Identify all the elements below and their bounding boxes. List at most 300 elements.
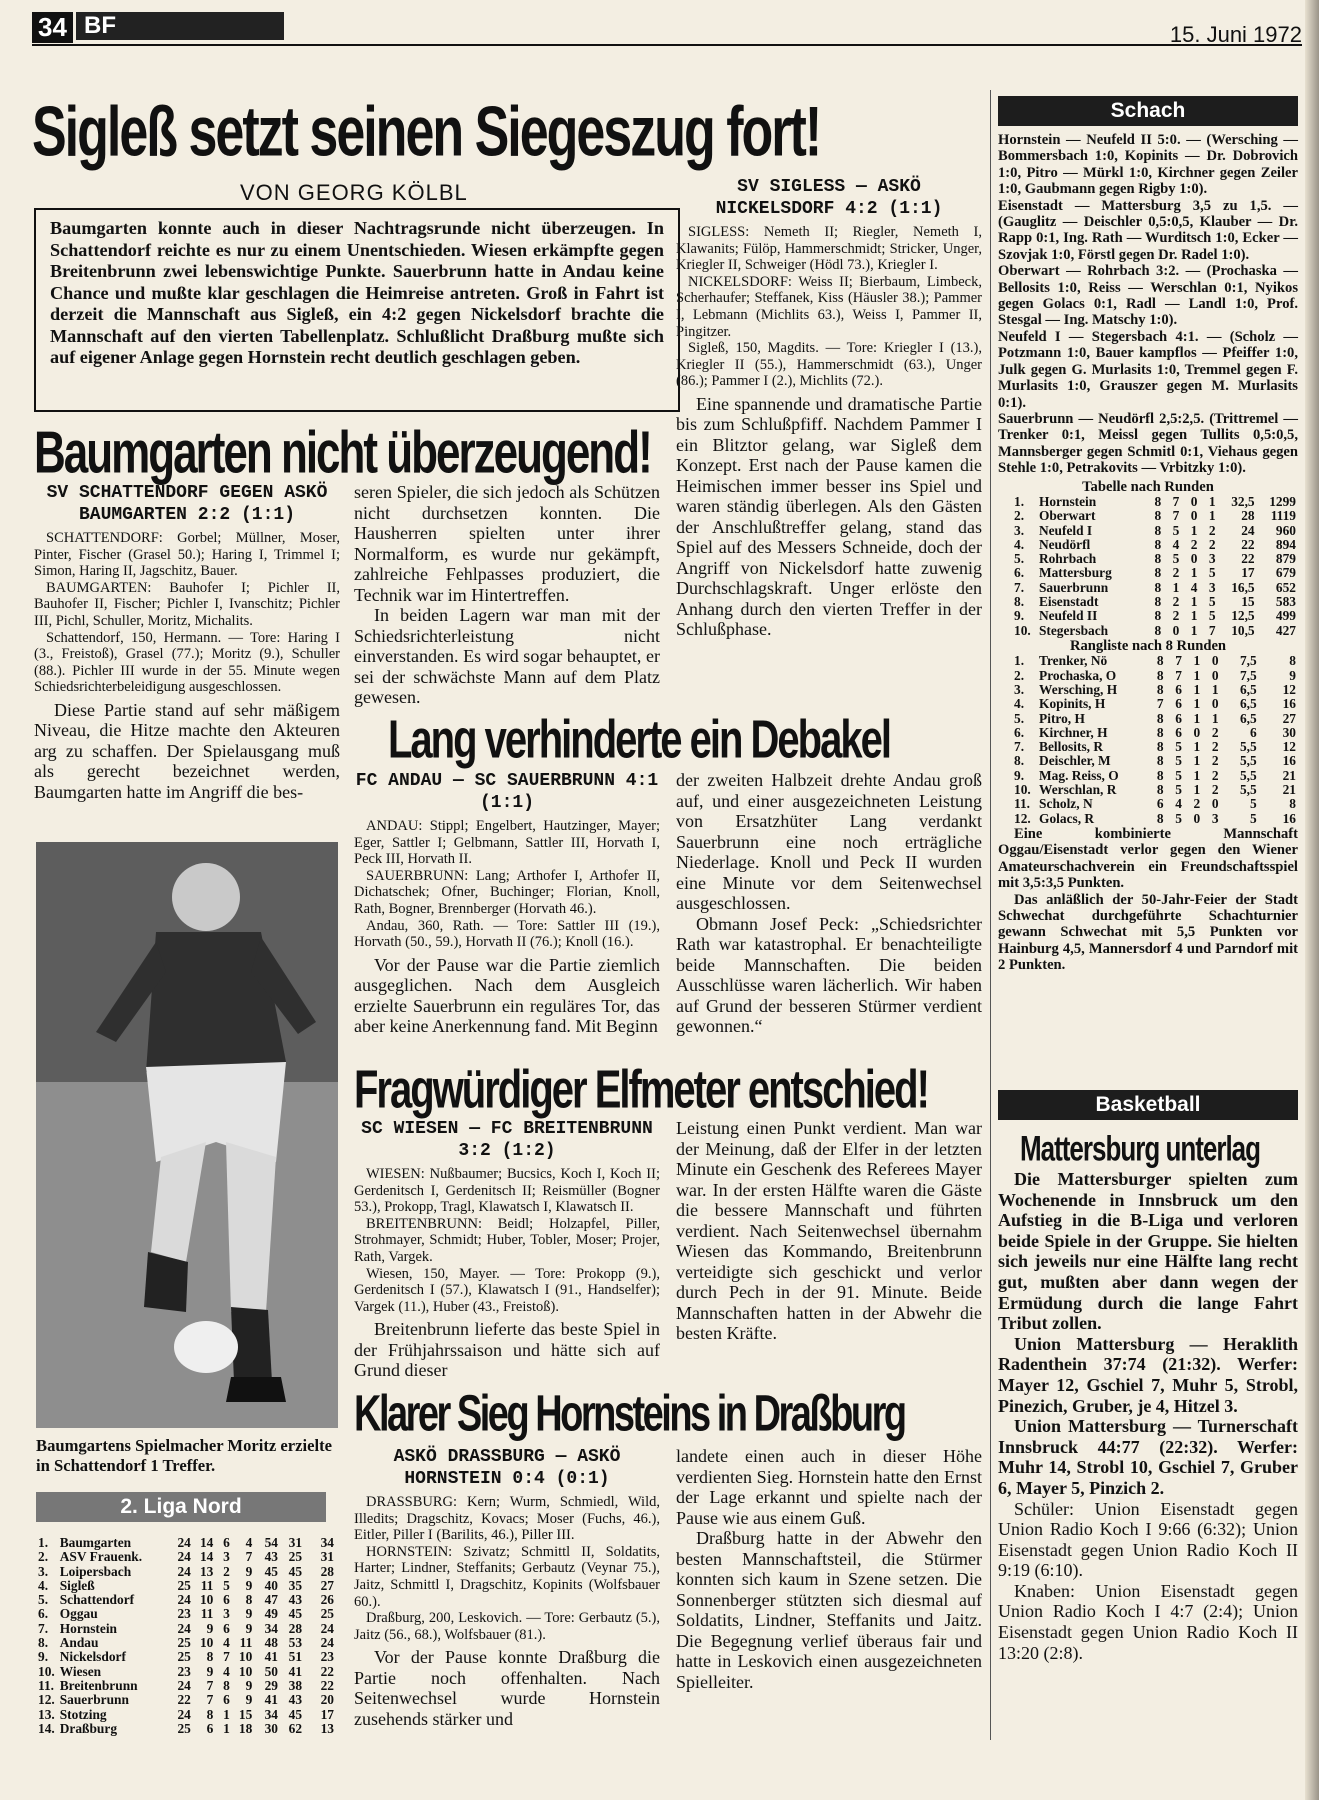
table-cell: 8 bbox=[1156, 739, 1164, 755]
schach-reports bbox=[998, 132, 1298, 477]
table-cell: 31 bbox=[320, 1549, 334, 1565]
table-cell: 7 bbox=[1175, 667, 1182, 683]
drassburg-title: ASKÖ DRASSBURG — ASKÖ HORNSTEIN 0:4 (0:1) bbox=[393, 1447, 621, 1489]
table-cell: 24 bbox=[177, 1620, 191, 1636]
table-cell: 11 bbox=[200, 1606, 214, 1622]
table-cell: 5 bbox=[1175, 739, 1182, 755]
table-cell: 6 bbox=[1175, 710, 1182, 726]
table-cell: 2 bbox=[1211, 781, 1219, 797]
table-cell: 8 bbox=[1154, 493, 1162, 509]
table-cell: 960 bbox=[1275, 522, 1296, 538]
liga-table-row bbox=[36, 1579, 336, 1593]
table-cell: 12 bbox=[1282, 681, 1296, 697]
table-cell: 9 bbox=[245, 1577, 253, 1593]
table-cell: 4 bbox=[245, 1535, 253, 1550]
table-cell: 7 bbox=[1156, 696, 1164, 712]
table-cell: 1 bbox=[1193, 767, 1201, 783]
table-cell: 45 bbox=[264, 1563, 278, 1579]
andau-continued bbox=[676, 770, 982, 1037]
table-cell: 1 bbox=[1193, 781, 1201, 797]
wiesen-text-2: Leistung einen Punkt verdient. Man war der Meinung, daß der Elfer in der letzten Minute ein Geschenk des Referees Mayer war. In der ersten Hälfte waren die Gäste die bessere Mannschaft und führten verdient. Nach Seitenwechsel übernahm Wiesen das Kommando, Breitenbrunn verteidigte sich geschickt und verlor durch Pech in der 91. Minute. Beide Mannschaften hatten in der Abwehr die besten Kräfte. bbox=[676, 1118, 982, 1343]
table-cell: 1 bbox=[1193, 696, 1201, 712]
table-cell: 9. bbox=[1014, 767, 1025, 783]
schach-report-1: Hornstein — Neufeld II 5:0. — (Wersching — Bommersbach 1:0, Kopinits — Dr. Dobrovich 1:0, Pitro — Mürkl 1:0, Kirchner gegen Zeiler 1:0, Gaubmann gegen Rigby 1:0). bbox=[998, 132, 1298, 198]
table-cell: 41 bbox=[264, 1649, 278, 1665]
table-cell: Wersching, H bbox=[1039, 681, 1118, 697]
table-cell: 23 bbox=[177, 1663, 191, 1679]
table-cell: 1 bbox=[1193, 753, 1201, 769]
table-cell: 3 bbox=[1208, 579, 1216, 595]
table-cell: Prochaska, O bbox=[1039, 667, 1117, 683]
basketball-intro: Die Mattersburger spielten zum Wochenende in Innsbruck um den Aufstieg in die B-Liga und verloren beide Spiele in der Gruppe. Sie hielten sich jeweils nur eine Hälfte lang recht gut, mußten aber dann wegen der Ermüdung durch die lange Fahrt Tribut zollen. bbox=[998, 1169, 1298, 1334]
table-cell: 1. bbox=[38, 1535, 49, 1550]
table-cell: 8 bbox=[223, 1677, 230, 1693]
table-cell: 17 bbox=[320, 1706, 334, 1722]
table-cell: 24 bbox=[177, 1592, 191, 1608]
table-cell: 7. bbox=[38, 1620, 49, 1636]
table-cell: 12 bbox=[1282, 739, 1296, 755]
table-cell: 17 bbox=[1241, 565, 1255, 581]
table-cell: 0 bbox=[1172, 622, 1180, 638]
table-cell: 2. bbox=[1014, 508, 1025, 524]
schach-tabelle-row bbox=[1012, 552, 1298, 566]
table-cell: 6 bbox=[1175, 681, 1182, 697]
table-cell: 15 bbox=[238, 1706, 253, 1722]
table-cell: Kirchner, H bbox=[1039, 724, 1108, 740]
table-cell: 11. bbox=[1014, 796, 1030, 812]
table-cell: 30 bbox=[1282, 724, 1296, 740]
table-cell: 5. bbox=[38, 1592, 49, 1608]
table-cell: 8 bbox=[206, 1649, 214, 1665]
baumgarten-headline: Baumgarten nicht überzeugend! bbox=[34, 420, 651, 487]
table-cell: 48 bbox=[264, 1635, 278, 1651]
table-cell: 38 bbox=[288, 1677, 303, 1693]
table-cell: 43 bbox=[288, 1692, 303, 1708]
schach-tabelle-row bbox=[1012, 538, 1298, 552]
table-cell: 6. bbox=[38, 1606, 49, 1622]
table-cell: 41 bbox=[264, 1692, 278, 1708]
table-cell: 6 bbox=[223, 1535, 230, 1550]
table-cell: 8 bbox=[1156, 653, 1164, 669]
table-cell: 28 bbox=[320, 1563, 334, 1579]
table-cell: 9 bbox=[206, 1663, 214, 1679]
table-cell: 6 bbox=[1156, 796, 1164, 812]
table-cell: Mattersburg bbox=[1038, 565, 1112, 581]
table-cell: 11. bbox=[38, 1677, 54, 1693]
table-cell: 7. bbox=[1014, 579, 1025, 595]
table-cell: 24 bbox=[1241, 522, 1255, 538]
table-cell: 22 bbox=[320, 1677, 334, 1693]
andau-lineup-home: ANDAU: Stippl; Engelbert, Hautzinger, Mayer; Eger, Sattler I; Gelbmann, Sattler III, Horvath I, Peck III, Horvath II. bbox=[354, 818, 660, 868]
liga-table-row bbox=[36, 1593, 336, 1607]
schach-tabelle-row bbox=[1012, 624, 1298, 638]
table-cell: 1. bbox=[1014, 653, 1025, 669]
table-cell: 12. bbox=[38, 1692, 55, 1708]
table-cell: 4. bbox=[38, 1577, 49, 1593]
table-cell: 7 bbox=[1208, 622, 1216, 638]
drassburg-lineup-home: DRASSBURG: Kern; Wurm, Schmiedl, Wild, Illedits; Dragschitz, Kovacs; Moser (Fuchs, 46.), Eitler, Piller I (Barilits, 46.), Piller III. bbox=[354, 1494, 660, 1544]
table-cell: 9. bbox=[1014, 608, 1025, 624]
table-cell: 34 bbox=[264, 1706, 278, 1722]
schach-closing-1: Eine kombinierte Mannschaft Oggau/Eisenstadt verlor gegen den Wiener Amateurschachverein ein Freundschaftsspiel mit 3,5:3,5 Punkten. bbox=[998, 825, 1298, 892]
table-cell: 0 bbox=[1211, 696, 1219, 712]
table-cell: 5. bbox=[1014, 551, 1025, 567]
table-cell: 5 bbox=[1208, 565, 1216, 581]
table-cell: 22 bbox=[320, 1663, 334, 1679]
table-cell: 31 bbox=[288, 1535, 303, 1550]
liga-table-wrap bbox=[36, 1536, 336, 1736]
liga-table-row bbox=[36, 1607, 336, 1621]
schach-tabelle-row bbox=[1012, 495, 1298, 509]
table-cell: 894 bbox=[1275, 536, 1296, 552]
wiesen-text-1: Breitenbrunn lieferte das beste Spiel in der Frühjahrssaison und hätte sich auf Grund dieser bbox=[354, 1319, 660, 1381]
sigless-lineup-away: NICKELSDORF: Weiss II; Bierbaum, Limbeck, Scherhaufer; Steffanek, Kiss (Häusler 38.); Pammer I, Lebmann (Michlits 63.), Weiss I, Pammer II, Pingitzer. bbox=[676, 273, 982, 340]
table-cell: 27 bbox=[1282, 710, 1296, 726]
table-cell: 7 bbox=[206, 1677, 214, 1693]
table-cell: Bellosits, R bbox=[1039, 739, 1104, 755]
drassburg-lineup bbox=[354, 1494, 660, 1643]
table-cell: 0 bbox=[1211, 796, 1219, 812]
table-cell: 0 bbox=[1190, 493, 1198, 509]
drassburg-lineup-away: HORNSTEIN: Szivatz; Schmittl II, Soldatits, Harter; Lindner, Steffanits; Gerbautz (Veynar 75.), Jaitz, Schmittl I, Dragschitz, Kopinits (Wolfsbauer 60.). bbox=[354, 1543, 660, 1610]
table-cell: 2 bbox=[1211, 724, 1219, 740]
table-cell: Neudörfl bbox=[1038, 536, 1091, 552]
table-cell: 9. bbox=[38, 1649, 49, 1665]
table-cell: Pitro, H bbox=[1039, 710, 1085, 726]
table-cell: 6. bbox=[1014, 565, 1025, 581]
table-cell: 25 bbox=[177, 1649, 191, 1665]
table-cell: Scholz, N bbox=[1039, 796, 1093, 812]
table-cell: Oggau bbox=[59, 1606, 98, 1622]
liga-table-row bbox=[36, 1622, 336, 1636]
table-cell: 1 bbox=[1193, 667, 1201, 683]
liga-table bbox=[36, 1536, 336, 1736]
table-cell: 6. bbox=[1014, 724, 1025, 740]
baumgarten-text-2b: In beiden Lagern war man mit der Schiedsrichterleistung nicht einverstanden. Es wird sogar behauptet, er sei der schwächste Mann auf dem Platz gewesen. bbox=[354, 605, 660, 707]
table-cell: 1 bbox=[1211, 710, 1219, 726]
table-cell: 3. bbox=[38, 1563, 49, 1579]
table-cell: 1 bbox=[1190, 565, 1198, 581]
lead-intro: Baumgarten konnte auch in dieser Nachtragsrunde nicht überzeugen. In Schattendorf reichte es nur zu einem Unentschieden. Wiesen erkämpfte gegen Breitenbrunn zwei lebenswichtige Punkte. Sauerbrunn hatte in Andau keine Chance und mußte klar geschlagen die Heimreise antreten. Groß in Fahrt ist derzeit die Mannschaft aus Sigleß, ein 4:2 gegen Nickelsdorf brachte die Mannschaft auf den vierten Tabellenplatz. Schlußlicht Draßburg mußte sich auf eigener Anlage gegen Hornstein recht deutlich geschlagen geben. bbox=[50, 218, 664, 367]
table-cell: 2 bbox=[1211, 739, 1219, 755]
schach-rangliste bbox=[1012, 654, 1298, 826]
table-cell: 8 bbox=[1289, 796, 1296, 812]
table-cell: Neufeld I bbox=[1038, 522, 1093, 538]
andau-text-2b: Obmann Josef Peck: „Schiedsrichter Rath war katastrophal. Er benachteiligte beide Mannschaften. Die beiden Ausschlüsse waren lächerlich. Wir haben auf Grund der besseren Stürmer verdient gewonnen.“ bbox=[676, 913, 982, 1036]
liga-table-row bbox=[36, 1722, 336, 1736]
page-number: 34 bbox=[32, 12, 73, 43]
table-cell: 9 bbox=[245, 1692, 253, 1708]
andau-headline: Lang verhinderte ein Debakel bbox=[388, 710, 890, 770]
sigless-article bbox=[676, 176, 982, 640]
liga-table-row bbox=[36, 1650, 336, 1664]
table-cell: 22 bbox=[177, 1692, 191, 1708]
table-cell: 10,5 bbox=[1231, 622, 1255, 638]
table-cell: 8 bbox=[1154, 508, 1162, 524]
table-cell: 1 bbox=[1190, 594, 1198, 610]
schach-tabelle-row bbox=[1012, 509, 1298, 523]
table-cell: 3 bbox=[223, 1606, 230, 1622]
liga-table-row bbox=[36, 1693, 336, 1707]
table-cell: 3 bbox=[1211, 810, 1219, 826]
table-cell: 14. bbox=[38, 1720, 55, 1736]
lead-headline: Sigleß setzt seinen Siegeszug fort! bbox=[32, 93, 821, 172]
byline: VON GEORG KÖLBL bbox=[240, 180, 468, 205]
table-cell: 7. bbox=[1014, 739, 1025, 755]
basketball-column bbox=[998, 1090, 1298, 1663]
table-cell: 2 bbox=[1193, 796, 1201, 812]
table-cell: 25 bbox=[288, 1549, 303, 1565]
table-cell: 1 bbox=[1208, 493, 1216, 509]
photo-caption: Baumgartens Spielmacher Moritz erzielte in Schattendorf 1 Treffer. bbox=[36, 1436, 332, 1475]
baumgarten-continued bbox=[354, 482, 660, 708]
basketball-result-3: Schüler: Union Eisenstadt gegen Union Radio Koch I 9:66 (6:32); Union Eisenstadt gegen Union Radio Koch II 9:19 (6:10). bbox=[998, 1498, 1298, 1581]
table-cell: 8 bbox=[245, 1592, 253, 1608]
table-cell: 4. bbox=[1014, 696, 1025, 712]
table-cell: 45 bbox=[288, 1563, 303, 1579]
table-cell: 427 bbox=[1275, 622, 1296, 638]
table-cell: 0 bbox=[1211, 653, 1219, 669]
baumgarten-article bbox=[34, 482, 340, 802]
table-cell: 2 bbox=[1211, 753, 1219, 769]
andau-lineup-away: SAUERBRUNN: Lang; Arthofer I, Arthofer II, Dichatschek; Ofner, Buchinger; Florian, Knoll, Rath, Bogner, Brennberger (Horvath 46.). bbox=[354, 867, 660, 917]
table-cell: Loipersbach bbox=[59, 1563, 132, 1579]
baumgarten-lineup-home: SCHATTENDORF: Gorbel; Müllner, Moser, Pinter, Fischer (Grasel 50.); Haring I, Trimmel I; Simon, Haring II, Jagschitz, Bauer. bbox=[34, 530, 340, 580]
football-player-image bbox=[36, 842, 338, 1428]
table-cell: Stotzing bbox=[59, 1706, 107, 1722]
wiesen-lineup bbox=[354, 1166, 660, 1315]
table-cell: 8 bbox=[206, 1706, 214, 1722]
table-cell: 0 bbox=[1193, 724, 1201, 740]
drassburg-text-2b: Draßburg hatte in der Abwehr den besten Mannschaftsteil, die Stürmer konnten sich kaum in Szene setzen. Die Sonnenberger stützten sich diesmal auf Soldatits, Lindner, Steffanits und Jaitz. Die Begegnung verlief überaus fair und hatte in Leskovich einen ausgezeichneten Spielleiter. bbox=[676, 1528, 982, 1692]
table-cell: 1. bbox=[1014, 493, 1025, 509]
table-cell: 25 bbox=[177, 1577, 191, 1593]
wiesen-continued bbox=[676, 1118, 982, 1344]
table-cell: 54 bbox=[264, 1535, 278, 1550]
liga-table-row bbox=[36, 1565, 336, 1579]
table-cell: Breitenbrunn bbox=[59, 1677, 138, 1693]
table-cell: Draßburg bbox=[59, 1720, 118, 1736]
table-cell: 4 bbox=[1190, 579, 1198, 595]
table-cell: Hornstein bbox=[59, 1620, 118, 1636]
table-cell: 23 bbox=[177, 1606, 191, 1622]
wiesen-match-info: Wiesen, 150, Mayer. — Tore: Prokopp (9.), Gerdenitsch I (57.), Klawatsch I (91., Handselfer); Vargek (11.), Huber (43., Freistoß). bbox=[354, 1265, 660, 1315]
andau-lineup bbox=[354, 818, 660, 951]
table-cell: 45 bbox=[288, 1706, 303, 1722]
table-cell: 9 bbox=[245, 1606, 253, 1622]
table-cell: 1 bbox=[1211, 681, 1219, 697]
table-cell: 5 bbox=[1175, 781, 1182, 797]
table-cell: 15 bbox=[1241, 594, 1255, 610]
table-cell: 24 bbox=[177, 1677, 191, 1693]
table-cell: 8 bbox=[1156, 767, 1164, 783]
schach-rangliste-heading: Rangliste nach 8 Runden bbox=[1069, 637, 1227, 654]
lead-intro-box bbox=[34, 208, 680, 412]
baumgarten-text-2a: seren Spieler, die sich jedoch als Schützen nicht durchsetzen konnten. Die Hausherren spielten unter ihrer Normalform, es wurde nur gekämpft, zahlreiche Fehlpasses produziert, die Technik war im Hintertreffen. bbox=[354, 482, 660, 605]
table-cell: 1 bbox=[223, 1706, 230, 1722]
table-cell: Oberwart bbox=[1038, 508, 1096, 524]
schach-rangliste-row bbox=[1012, 683, 1298, 697]
schach-rangliste-row bbox=[1012, 726, 1298, 740]
table-cell: 8. bbox=[1014, 753, 1025, 769]
drassburg-headline: Klarer Sieg Hornsteins in Draßburg bbox=[354, 1386, 905, 1443]
table-cell: 41 bbox=[288, 1663, 303, 1679]
issue-date: 15. Juni 1972 bbox=[1169, 22, 1302, 47]
schach-heading: Schach bbox=[998, 96, 1298, 126]
table-cell: 13. bbox=[38, 1706, 55, 1722]
schach-closing-2: Das anläßlich der 50-Jahr-Feier der Stadt Schwechat durchgeführte Schachturnier gewann Schwechat mit 5,5 Punkten vor Hainburg 4,5, Mannersdorf 4 und Parndorf mit 2 Punkten. bbox=[998, 891, 1298, 974]
table-cell: 8 bbox=[1154, 579, 1162, 595]
table-cell: 0 bbox=[1211, 667, 1219, 683]
table-cell: 8 bbox=[1154, 608, 1162, 624]
table-cell: 53 bbox=[288, 1635, 303, 1651]
schach-tabelle-row bbox=[1012, 595, 1298, 609]
table-cell: 8 bbox=[1154, 565, 1162, 581]
table-cell: 29 bbox=[264, 1677, 278, 1693]
table-cell: Deischler, M bbox=[1039, 753, 1111, 769]
player-photo bbox=[36, 842, 338, 1428]
table-cell: 2. bbox=[1014, 667, 1025, 683]
andau-article bbox=[354, 770, 660, 1037]
table-cell: 5 bbox=[1175, 810, 1182, 826]
table-cell: 13 bbox=[320, 1720, 334, 1736]
table-cell: 3 bbox=[1208, 551, 1216, 567]
table-cell: 7 bbox=[245, 1549, 253, 1565]
table-cell: 0 bbox=[1190, 508, 1198, 524]
table-cell: 7 bbox=[1175, 653, 1182, 669]
table-cell: 24 bbox=[320, 1620, 334, 1636]
table-cell: 6 bbox=[206, 1720, 214, 1736]
table-cell: 45 bbox=[288, 1606, 303, 1622]
baumgarten-lineup bbox=[34, 530, 340, 696]
drassburg-match-info: Draßburg, 200, Leskovich. — Tore: Gerbautz (5.), Jaitz (56., 68.), Wolfsbauer (81.). bbox=[354, 1610, 660, 1643]
table-cell: 8. bbox=[38, 1635, 49, 1651]
table-cell: 21 bbox=[1282, 767, 1296, 783]
liga-heading: 2. Liga Nord bbox=[36, 1492, 326, 1522]
table-cell: 5,5 bbox=[1239, 781, 1257, 797]
liga-table-row bbox=[36, 1536, 336, 1550]
drassburg-article bbox=[354, 1446, 660, 1729]
table-cell: 7,5 bbox=[1239, 653, 1257, 669]
table-cell: 5,5 bbox=[1239, 767, 1257, 783]
schach-tabelle-row bbox=[1012, 581, 1298, 595]
table-cell: 499 bbox=[1275, 608, 1296, 624]
table-cell: 23 bbox=[320, 1649, 334, 1665]
drassburg-continued bbox=[676, 1446, 982, 1692]
table-cell: 6,5 bbox=[1239, 710, 1257, 726]
table-cell: 1 bbox=[1190, 622, 1198, 638]
table-cell: 51 bbox=[288, 1649, 303, 1665]
table-cell: 7 bbox=[206, 1692, 214, 1708]
table-cell: 4 bbox=[1172, 536, 1180, 552]
andau-text-1: Vor der Pause war die Partie ziemlich ausgeglichen. Nach dem Ausgleich erzielte Sauerbrunn ein reguläres Tor, das aber keine Anerkennung fand. Mit Beginn bbox=[354, 954, 660, 1037]
table-cell: 5 bbox=[1208, 594, 1216, 610]
table-cell: 2 bbox=[1211, 767, 1219, 783]
baumgarten-lineup-away: BAUMGARTEN: Bauhofer I; Pichler II, Bauhofer II, Fischer; Pichler I, Ivanschitz; Pichler III, Pichl, Schuller, Moritz, Michalits. bbox=[34, 579, 340, 629]
liga-table-row bbox=[36, 1550, 336, 1564]
table-cell: 2 bbox=[1172, 608, 1180, 624]
table-cell: 9 bbox=[245, 1620, 253, 1636]
baumgarten-match-info: Schattendorf, 150, Hermann. — Tore: Haring I (3., Freistoß), Grasel (77.); Moritz (9.), Schuller (88.). Pichler III wurde in der 55. Minute wegen Schiedsrichterbeleidigung ausgeschlossen. bbox=[34, 629, 340, 696]
table-cell: Nickelsdorf bbox=[59, 1649, 126, 1665]
table-cell: Hornstein bbox=[1038, 493, 1097, 509]
table-cell: 10. bbox=[1014, 781, 1031, 797]
table-cell: 5 bbox=[1250, 810, 1257, 826]
column-divider bbox=[990, 90, 991, 1740]
table-cell: Stegersbach bbox=[1038, 622, 1109, 638]
sigless-match-info: Sigleß, 150, Magdits. — Tore: Kriegler I (13.), Kriegler II (55.), Hammerschmidt (63.), Unger (86.); Pammer I (2.), Michlits (72.). bbox=[676, 340, 982, 390]
table-cell: 6 bbox=[223, 1620, 230, 1636]
table-cell: 5,5 bbox=[1239, 739, 1257, 755]
table-cell: 6 bbox=[1250, 724, 1257, 740]
liga-table-row bbox=[36, 1708, 336, 1722]
table-cell: 8 bbox=[1156, 667, 1164, 683]
table-cell: 22 bbox=[1241, 536, 1255, 552]
table-cell: 8 bbox=[1156, 681, 1164, 697]
schach-rangliste-row bbox=[1012, 740, 1298, 754]
table-cell: 2 bbox=[223, 1563, 230, 1579]
table-cell: Sigleß bbox=[59, 1577, 95, 1593]
table-cell: 8 bbox=[1289, 653, 1296, 669]
table-cell: 8 bbox=[1156, 753, 1164, 769]
table-cell: 0 bbox=[1193, 810, 1201, 826]
table-cell: 652 bbox=[1275, 579, 1296, 595]
drassburg-text-1: Vor der Pause konnte Draßburg die Partie noch offenhalten. Nach Seitenwechsel wurde Hornstein zusehends stärker und bbox=[354, 1647, 660, 1729]
table-cell: Golacs, R bbox=[1039, 810, 1095, 826]
table-cell: 24 bbox=[177, 1563, 191, 1579]
table-cell: 16 bbox=[1282, 753, 1296, 769]
baumgarten-text-1: Diese Partie stand auf sehr mäßigem Niveau, die Hitze machte den Akteuren arg zu schaffen. Der Spielausgang muß als gerecht bezeichnet werden, Baumgarten hatte im Angriff die bes- bbox=[34, 699, 340, 802]
schach-report-4: Neufeld I — Stegersbach 4:1. — (Scholz — Potzmann 1:0, Bauer kampflos — Pfeiffer 1:0, Julk gegen G. Murlasits 1:0, Tremmel gegen F. Murlasits 1:0, Grauszer gegen M. Murlasits 0:1). bbox=[998, 328, 1298, 411]
table-cell: 7 bbox=[1172, 493, 1180, 509]
table-cell: 9 bbox=[1289, 667, 1296, 683]
schach-rangliste-row bbox=[1012, 697, 1298, 711]
sigless-title: SV SIGLESS — ASKÖ NICKELSDORF 4:2 (1:1) bbox=[715, 177, 943, 219]
table-cell: 10 bbox=[199, 1635, 214, 1651]
table-cell: Baumgarten bbox=[59, 1535, 132, 1550]
table-cell: 8 bbox=[1156, 724, 1164, 740]
table-cell: 0 bbox=[1190, 551, 1198, 567]
baumgarten-title: SV SCHATTENDORF GEGEN ASKÖ BAUMGARTEN 2:2 (1:1) bbox=[46, 483, 328, 525]
table-cell: 583 bbox=[1275, 594, 1296, 610]
table-cell: 2 bbox=[1208, 536, 1216, 552]
table-cell: 18 bbox=[238, 1720, 253, 1736]
table-cell: 13 bbox=[199, 1563, 214, 1579]
table-cell: 5 bbox=[1175, 753, 1182, 769]
basketball-headline: Mattersburg unterlag bbox=[1020, 1128, 1261, 1169]
table-cell: 5 bbox=[1208, 608, 1216, 624]
basketball-heading: Basketball bbox=[998, 1090, 1298, 1120]
table-cell: 5 bbox=[1172, 522, 1180, 538]
table-cell: 47 bbox=[264, 1592, 278, 1608]
table-cell: 12,5 bbox=[1231, 608, 1255, 624]
schach-report-3: Oberwart — Rohrbach 3:2. — (Prochaska — Bellosits 1:0, Reiss — Werschlan 0:1, Nyikos gegen Golacs 0:1, Radl — Landl 1:0, Prof. Stesgal — Ing. Matschy 1:0). bbox=[998, 263, 1298, 329]
table-cell: 32,5 bbox=[1231, 493, 1255, 509]
table-cell: ASV Frauenk. bbox=[59, 1549, 143, 1565]
table-cell: Schattendorf bbox=[59, 1592, 135, 1608]
table-cell: 5 bbox=[1250, 796, 1257, 812]
table-cell: Werschlan, R bbox=[1039, 781, 1117, 797]
andau-title: FC ANDAU — SC SAUERBRUNN 4:1 (1:1) bbox=[355, 771, 659, 813]
table-cell: 26 bbox=[320, 1592, 334, 1608]
table-cell: 2. bbox=[38, 1549, 49, 1565]
table-cell: 25 bbox=[177, 1635, 191, 1651]
table-cell: 7,5 bbox=[1239, 667, 1257, 683]
table-cell: 5 bbox=[223, 1577, 230, 1593]
andau-match-info: Andau, 360, Rath. — Tore: Sattler III (19.), Horvath (50., 59.), Horvath II (76.); Knoll (16.). bbox=[354, 917, 660, 951]
table-cell: 8 bbox=[1154, 536, 1162, 552]
table-cell: 6 bbox=[223, 1692, 230, 1708]
